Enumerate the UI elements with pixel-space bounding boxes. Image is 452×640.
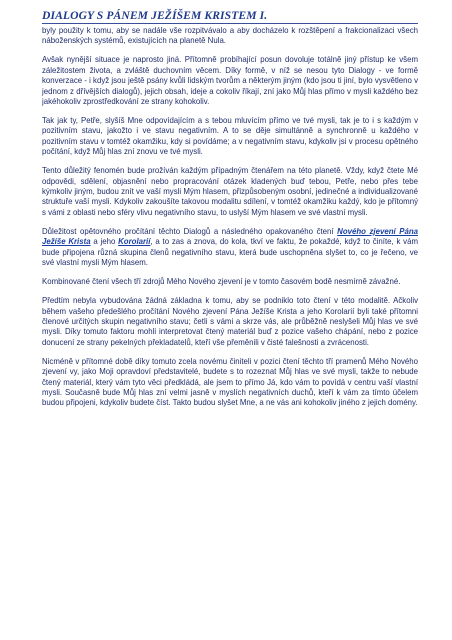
paragraph: Předtím nebyla vybudována žádná základna k tomu, aby se podniklo toto čtení v této modalitě. Ačkoliv během vašeho předešlého pročítání Nového zjevení Pána Ježíše Krista a jeho Korolarií byli také přítomni členové určitých skupin negativního stavu; četli s vámi a skrze vás, ale průběžně neslyšeli Můj hlas ve své mysli. Díky tomuto faktoru mohli interpretovat čtený materiál buď z pozice vašeho chápání, nebo z pozice donucení ze strany pekelných překladatelů, kteří vše přeměnili v čisté falešnosti a zvrácenosti. xyxy=(42,296,418,347)
paragraph-text: , a to zas a znova, do kola, tkví ve faktu, že pokaždé, když to činíte, k vám bude připojena různá skupina členů negativního stavu, která bude uschopněna slyšet to, co je řečeno, ve své vlastní mysli Mým hlasem. xyxy=(42,237,418,268)
paragraph: Tento důležitý fenomén bude prožíván každým případným čtenářem na této planetě. Vždy, když čtete Mé odpovědi, sdělení, objasnění nebo propracování otázek kladených buď tebou, Petře, nebo přes tebe kýmkoliv jiným, budou znít ve vaší mysli Mým hlasem, přizpůsobeným osobní, jedinečné a individualizované struktuře vaší mysli. Kdykoliv zakoušíte takovou modalitu sdílení, v tomtéž okamžiku každý, kdo je přítomný s vámi z oblasti nebo sféry vlivu negativního stavu, to uslyší Mým hlasem ve své vlastní mysli. xyxy=(42,166,418,217)
document-body xyxy=(42,26,418,409)
paragraph xyxy=(42,227,418,269)
page-header-title: DIALOGY S PÁNEM JEŽÍŠEM KRISTEM I. xyxy=(42,9,418,24)
paragraph: Nicméně v přítomné době díky tomuto zcela novému činiteli v pozici čtení těchto tří pramenů Mého Nového zjevení vy, jako Moji opravdoví představitelé, budete s to rozeznat Můj hlas ve své mysli, takže to nebude čtený materiál, který vám tyto věci předkládá, ale jsem to přímo Já, kdo vám to povídá v centru vaší vlastní mysli. Současně bude Můj hlas zní velmi jasně v myslích negativních duchů, kteří k vám za tímto účelem budou připojeni, kdykoliv budete číst. Takto budou slyšet Mne, a ne vás ani kohokoliv jiného z jejich domény. xyxy=(42,356,418,408)
paragraph: byly použity k tomu, aby se nadále vše rozpitvávalo a aby docházelo k rozštěpení a frakcionalizaci všech náboženských systémů, existujících na planetě Nula. xyxy=(42,26,418,46)
link-nove-zjeveni[interactable]: Nového zjevení Pána Ježíše Krista xyxy=(42,226,418,247)
paragraph: Kombinované čtení všech tří zdrojů Mého Nového zjevení je v tomto časovém bodě nesmírně závažné. xyxy=(42,277,401,287)
link-korolarie[interactable]: Korolarií xyxy=(118,237,151,247)
paragraph: Avšak nynější situace je naprosto jiná. Přítomně probíhající posun dovoluje totálně jiný přístup ke všem záležitostem života, a zvláště duchovním věcem. Díky formě, v níž se nesou tyto Dialogy - ve formě konverzace - i když jsou ještě psány kvůli lidským tvorům a některým jiným (kdo jsou ti jiní, bylo vysvětleno v jednom z dřívějších dialogů), jejich obsah, ideje a cokoliv říkají, zní jako Můj hlas přímo v mysli každého bez jakéhokoliv zprostředkování ze strany kohokoliv. xyxy=(42,55,418,107)
paragraph-text: Důležitost opětovného pročítání těchto Dialogů a následného opakovaného čtení xyxy=(42,226,338,236)
paragraph: Tak jak ty, Petře, slyšíš Mne odpovídajícím a s tebou mluvícím přímo ve tvé mysli, tak je to i s každým v pozitivním stavu, jakožto i ve stavu negativním. A to se děje simultánně a synchronně u každého v pozitivním stavu v tomtéž okamžiku, kdy si povídáme; a v negativním stavu, kdykoliv jsi v procesu opětného počítání, když Můj hlas zní znovu ve tvé mysli. xyxy=(42,116,418,157)
paragraph-text: a jeho xyxy=(90,237,119,247)
